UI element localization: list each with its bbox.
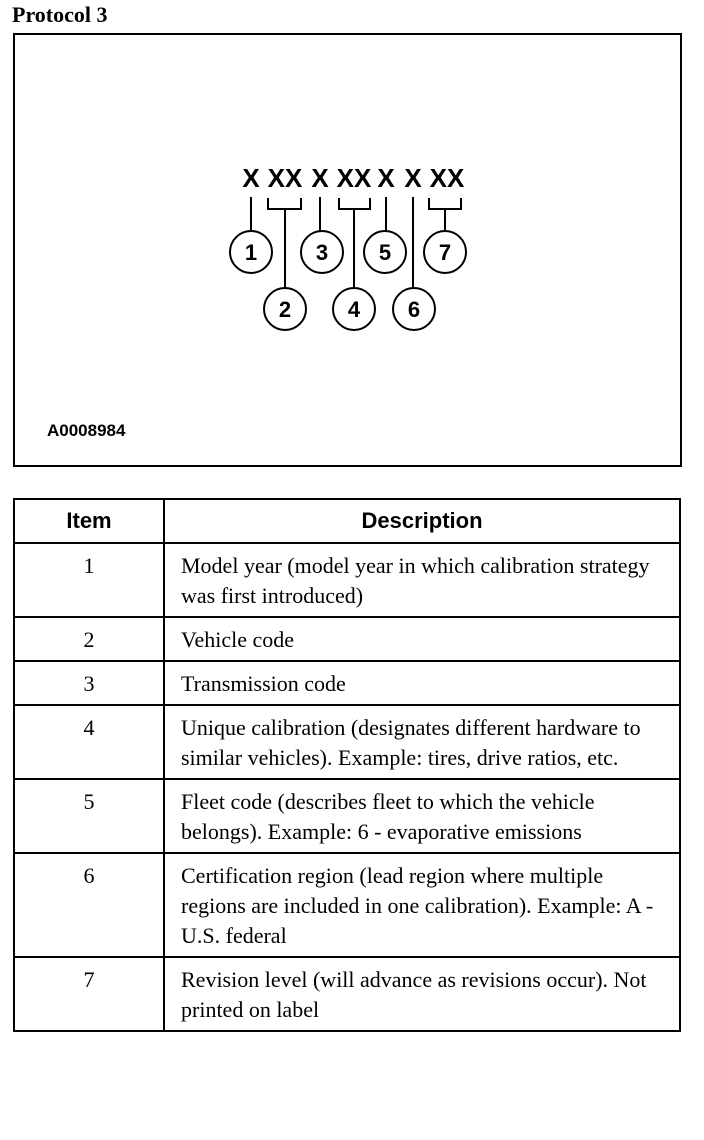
code-segment-2: XX [267, 163, 303, 193]
code-segment-3: X [311, 163, 329, 193]
item-description: Certification region (lead region where multiple regions are included in one calibration). Example: A - U.S. federal [164, 853, 680, 957]
table-row [14, 543, 680, 617]
item-description: Fleet code (describes fleet to which the vehicle belongs). Example: 6 - evaporative emissions [164, 779, 680, 853]
table-row [14, 957, 680, 1031]
code-segment-7: XX [429, 163, 465, 193]
code-segment-6: X [404, 163, 422, 193]
table-row [14, 705, 680, 779]
item-description-table [13, 498, 681, 1032]
code-diagram [13, 33, 682, 467]
callout-label-2: 2 [278, 297, 292, 322]
table-row [14, 661, 680, 705]
item-number: 6 [14, 853, 164, 957]
item-number: 3 [14, 661, 164, 705]
item-number: 5 [14, 779, 164, 853]
header-item: Item [14, 499, 164, 543]
callout-label-6: 6 [407, 297, 421, 322]
page-title: Protocol 3 [12, 2, 108, 27]
item-description: Vehicle code [164, 617, 680, 661]
item-number: 4 [14, 705, 164, 779]
code-segment-5: X [377, 163, 395, 193]
item-number: 7 [14, 957, 164, 1031]
item-number: 2 [14, 617, 164, 661]
callout-label-5: 5 [378, 240, 392, 265]
callout-label-3: 3 [315, 240, 329, 265]
figure-id: A0008984 [47, 421, 126, 440]
header-description: Description [164, 499, 680, 543]
item-description: Unique calibration (designates different hardware to similar vehicles). Example: tires, drive ratios, etc. [164, 705, 680, 779]
callout-label-1: 1 [244, 240, 258, 265]
callout-label-7: 7 [438, 240, 452, 265]
callout-label-4: 4 [347, 297, 361, 322]
item-description: Transmission code [164, 661, 680, 705]
table-row [14, 853, 680, 957]
item-number: 1 [14, 543, 164, 617]
code-diagram-graphic [15, 35, 680, 465]
item-description: Model year (model year in which calibration strategy was first introduced) [164, 543, 680, 617]
table-header-row [14, 499, 680, 543]
table-row [14, 617, 680, 661]
code-segment-1: X [242, 163, 260, 193]
code-segment-4: XX [336, 163, 372, 193]
table-row [14, 779, 680, 853]
item-description: Revision level (will advance as revisions occur). Not printed on label [164, 957, 680, 1031]
